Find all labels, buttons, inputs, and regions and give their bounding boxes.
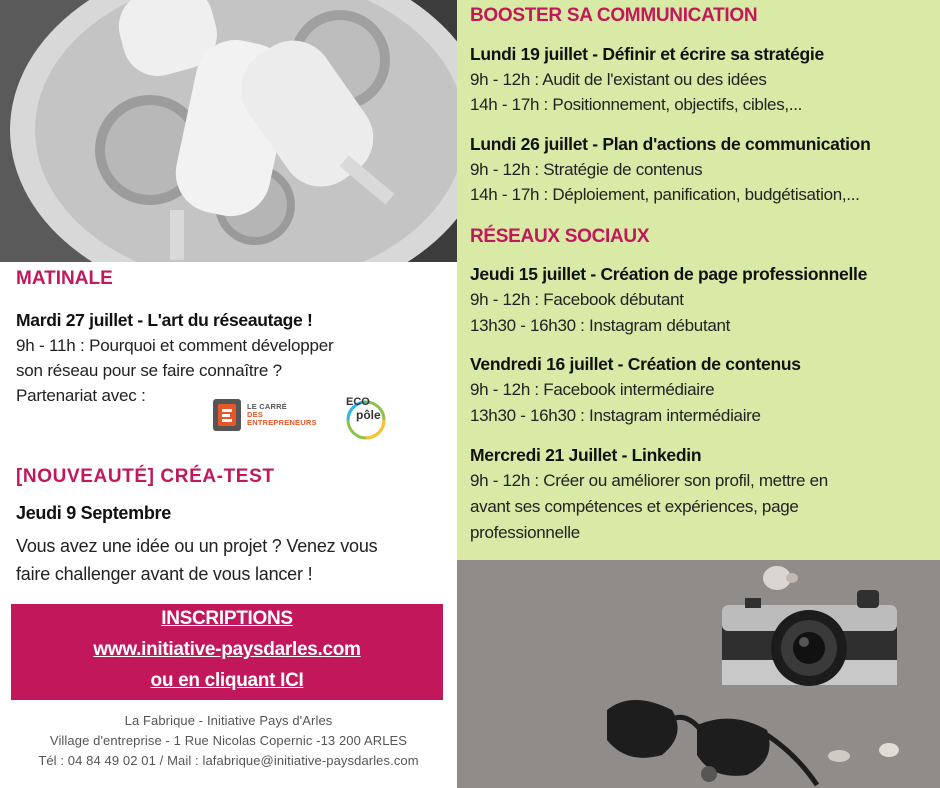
event-line: 9h - 12h : Stratégie de contenus: [470, 160, 703, 179]
ecopole-logo-line: ECO: [346, 396, 370, 408]
camera-photo: [457, 560, 940, 788]
booster-title: BOOSTER SA COMMUNICATION: [470, 5, 758, 26]
event-line: 14h - 17h : Positionnement, objectifs, cibles,...: [470, 95, 803, 114]
ecopole-logo: [340, 394, 392, 440]
event-line: 14h - 17h : Déploiement, panification, budgétisation,...: [470, 185, 860, 204]
event-line: 9h - 12h : Audit de l'existant ou des idées: [470, 70, 767, 89]
carre-logo-icon: [212, 398, 242, 432]
matinale-title: MATINALE: [16, 268, 113, 289]
event-title: Vendredi 16 juillet - Création de contenus: [470, 354, 801, 374]
footer-contact: Tél : 04 84 49 02 01 / Mail : lafabrique@initiative-paysdarles.com: [38, 753, 419, 768]
createst-date: Jeudi 9 Septembre: [16, 503, 171, 523]
event-line: 9h - 12h : Créer ou améliorer son profil, mettre en: [470, 471, 828, 490]
event-line: 13h30 - 16h30 : Instagram débutant: [470, 316, 731, 335]
carre-logo-line: LE CARRÉ: [247, 402, 287, 411]
carre-logo-line: ENTREPRENEURS: [247, 418, 317, 427]
event-title: Lundi 26 juillet - Plan d'actions de communication: [470, 134, 871, 154]
inscriptions-click-link[interactable]: ou en cliquant ICI: [150, 670, 304, 691]
event-title: Lundi 19 juillet - Définir et écrire sa stratégie: [470, 44, 824, 64]
matinale-line: son réseau pour se faire connaître ?: [16, 361, 282, 380]
inscriptions-banner[interactable]: [11, 604, 443, 700]
matinale-line: 9h - 11h : Pourquoi et comment développer: [16, 336, 334, 355]
event-line: 9h - 12h : Facebook intermédiaire: [470, 380, 715, 399]
matinale-event-title: Mardi 27 juillet - L'art du réseautage !: [16, 310, 313, 330]
event-line: professionnelle: [470, 523, 580, 542]
popsicles-illustration: [0, 0, 457, 262]
event-line: 9h - 12h : Facebook débutant: [470, 290, 684, 309]
event-line: 13h30 - 16h30 : Instagram intermédiaire: [470, 406, 761, 425]
createst-title: [NOUVEAUTÉ] CRÉA-TEST: [16, 466, 275, 487]
carre-logo-line: DES: [247, 410, 264, 419]
footer-org: La Fabrique - Initiative Pays d'Arles: [124, 713, 333, 728]
camera-illustration: [457, 560, 940, 788]
inscriptions-title[interactable]: INSCRIPTIONS: [161, 608, 293, 629]
carre-entrepreneurs-logo: [212, 398, 324, 434]
createst-line: faire challenger avant de vous lancer !: [16, 564, 313, 584]
event-line: avant ses compétences et expériences, page: [470, 497, 799, 516]
event-title: Jeudi 15 juillet - Création de page professionnelle: [470, 264, 868, 284]
ecopole-logo-line: pôle: [356, 408, 381, 422]
event-title: Mercredi 21 Juillet - Linkedin: [470, 445, 702, 465]
matinale-line: Partenariat avec :: [16, 386, 146, 405]
inscriptions-url-link[interactable]: www.initiative-paysdarles.com: [93, 639, 361, 660]
reseaux-title: RÉSEAUX SOCIAUX: [470, 226, 650, 247]
popsicles-photo: [0, 0, 457, 262]
footer-address: Village d'entreprise - 1 Rue Nicolas Copernic -13 200 ARLES: [49, 733, 408, 748]
createst-line: Vous avez une idée ou un projet ? Venez vous: [16, 536, 378, 556]
